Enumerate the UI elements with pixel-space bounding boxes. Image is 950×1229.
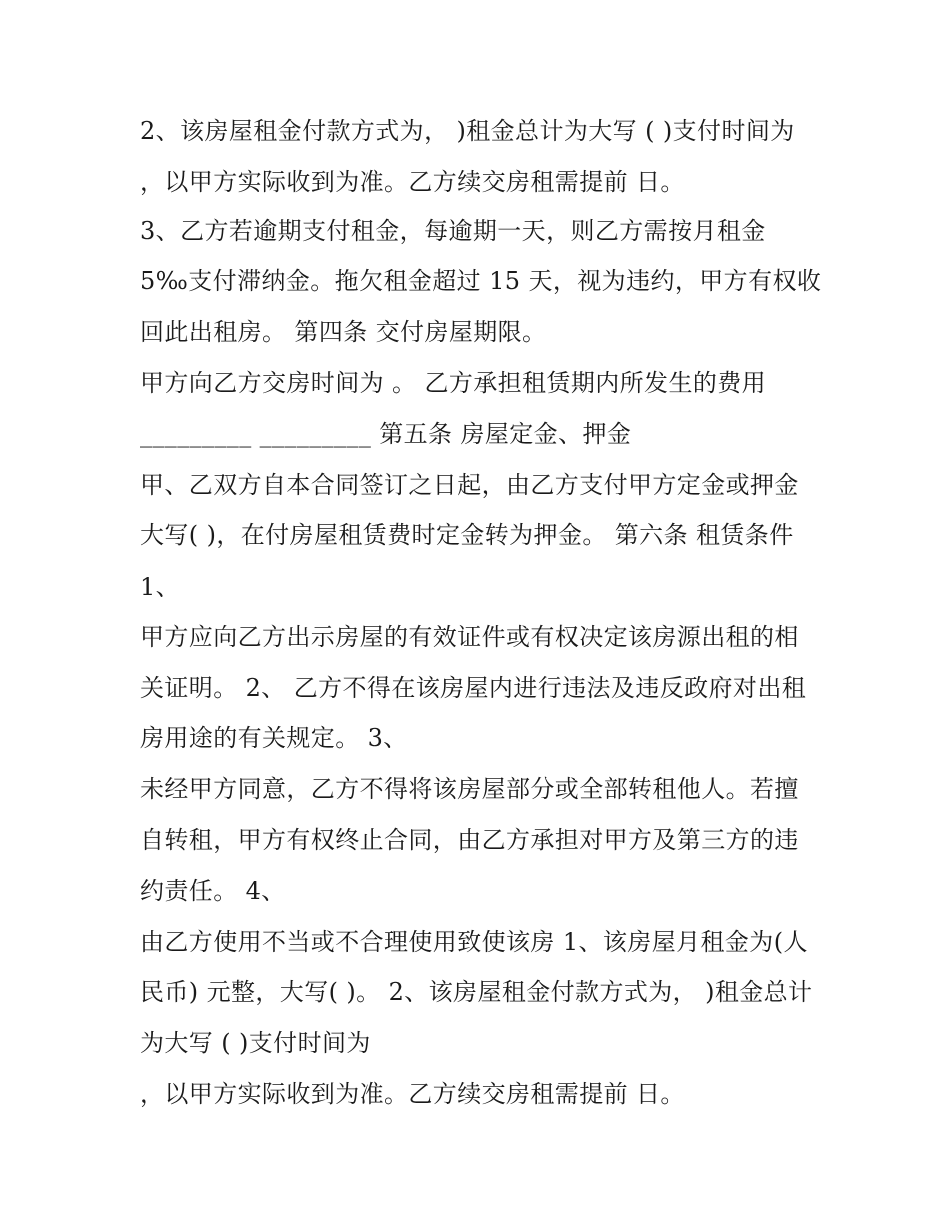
text-line: 自转租，甲方有权终止合同，由乙方承担对甲方及第三方的违: [140, 826, 799, 854]
text-line: 关证明。 2、 乙方不得在该房屋内进行违法及违反政府对出租: [140, 674, 807, 702]
text-line: 民币) 元整，大写( )。 2、该房屋租金付款方式为， )租金总计: [140, 978, 813, 1006]
text-line: 甲方应向乙方出示房屋的有效证件或有权决定该房源出租的相: [140, 623, 799, 651]
text-line: 房用途的有关规定。 3、: [140, 724, 408, 752]
text-line: 由乙方使用不当或不合理使用致使该房 1、该房屋月租金为(人: [140, 928, 808, 956]
text-line: _________ _________ 第五条 房屋定金、押金: [140, 420, 632, 448]
text-line: 1、: [140, 573, 181, 601]
text-line: ，以甲方实际收到为准。乙方续交房租需提前 日。: [140, 1080, 685, 1108]
text-line: 甲方向乙方交房时间为 。 乙方承担租赁期内所发生的费用: [140, 369, 767, 397]
text-line: 3、乙方若逾期支付租金，每逾期一天，则乙方需按月租金: [140, 217, 766, 245]
text-line: 甲、乙双方自本合同签订之日起，由乙方支付甲方定金或押金: [140, 471, 799, 499]
text-line: 未经甲方同意，乙方不得将该房屋部分或全部转租他人。若擅: [140, 775, 799, 803]
text-line: 约责任。 4、: [140, 877, 286, 905]
text-line: 大写( )，在付房屋租赁费时定金转为押金。 第六条 租赁条件: [140, 521, 794, 549]
text-line: 回此出租房。 第四条 交付房屋期限。: [140, 318, 547, 346]
text-line: 2、该房屋租金付款方式为， )租金总计为大写 ( )支付时间为: [140, 117, 795, 145]
text-line: 为大写 ( )支付时间为: [140, 1029, 371, 1057]
text-line: 5‰支付滞纳金。拖欠租金超过 15 天，视为违约，甲方有权收: [140, 267, 822, 295]
text-line: ，以甲方实际收到为准。乙方续交房租需提前 日。: [140, 168, 685, 196]
